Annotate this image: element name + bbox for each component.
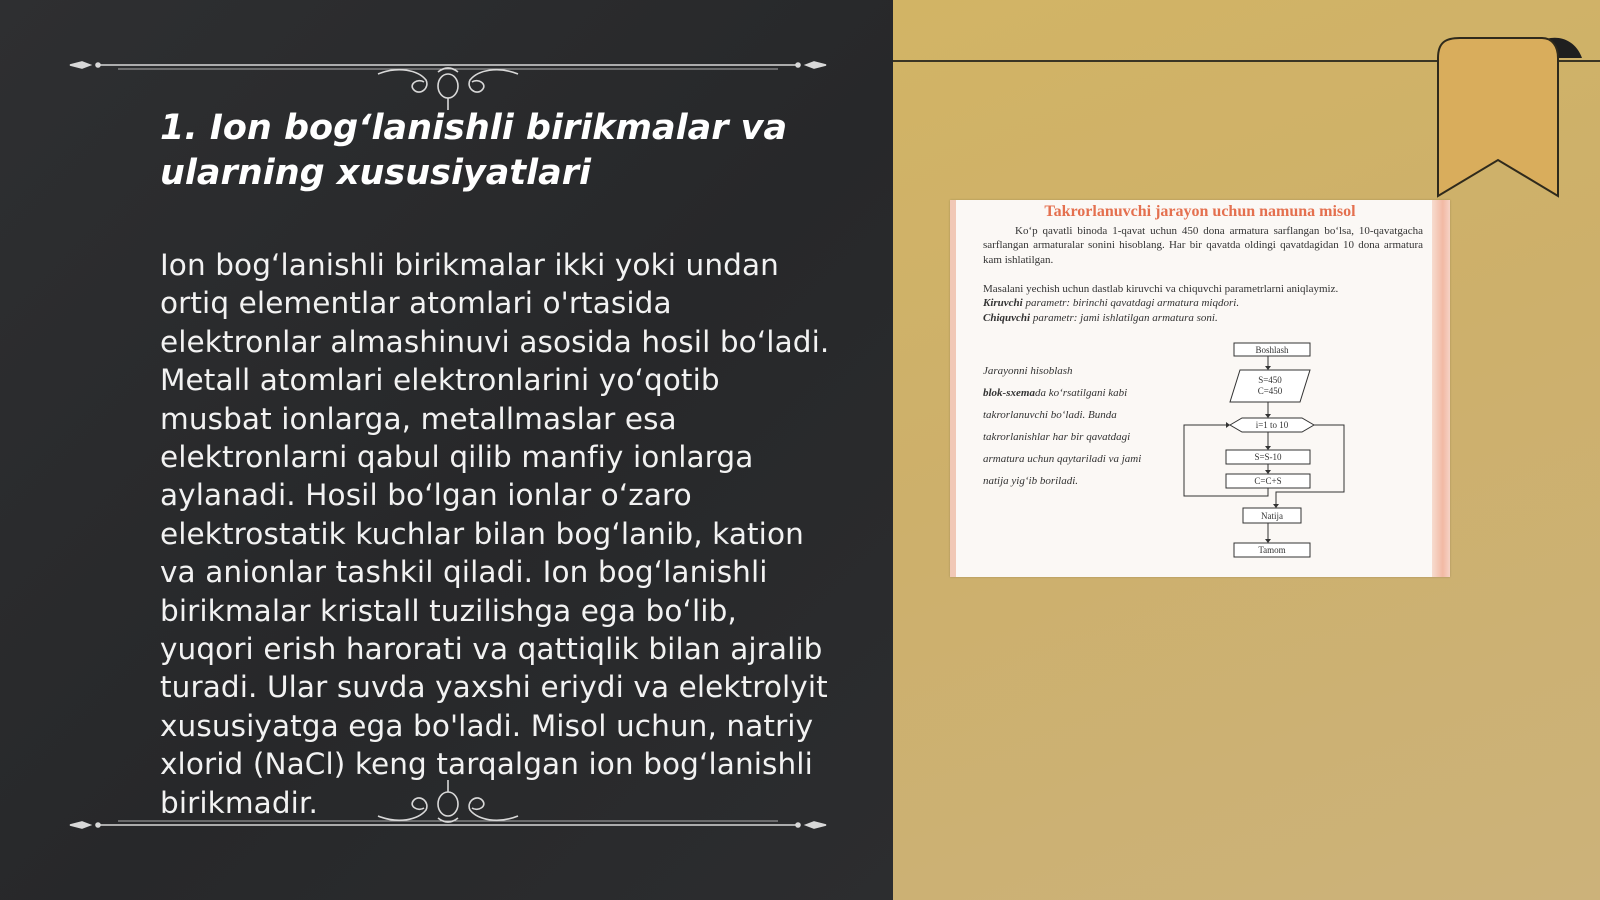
slide-title [160, 106, 810, 196]
flow-end-label: Tamom [1258, 545, 1286, 555]
slide-title-line-2: ularning xususiyatlari [160, 153, 591, 193]
bookmark-ribbon-icon [1430, 36, 1600, 201]
flow-input-label-2: C=450 [1257, 386, 1283, 396]
slide-title-line-1: 1. Ion bog‘lanishli birikmalar va [160, 108, 788, 148]
flow-step-2-label: C=C+S [1254, 476, 1282, 486]
flow-step-1-label: S=S-10 [1254, 452, 1282, 462]
flow-result-label: Natija [1261, 511, 1283, 521]
output-param-label: Chiquvchi [983, 311, 1031, 324]
flow-loop-label: i=1 to 10 [1255, 420, 1289, 430]
side-text-1: Jarayonni hisoblash [983, 365, 1073, 377]
output-param-text: parametr: jami ishlatilgan armatura soni. [1030, 311, 1218, 324]
textbook-excerpt-image [950, 200, 1450, 577]
textbook-paragraph-2: Masalani yechish uchun dastlab kiruvchi va chiquvchi parametrlarni aniqlaymiz. [983, 283, 1339, 295]
flow-input-label-1: S=450 [1258, 375, 1282, 385]
side-text-bold: blok-sxema [983, 387, 1035, 399]
flowchart [950, 200, 1450, 577]
textbook-title: Takrorlanuvchi jarayon uchun namuna misol [1044, 203, 1356, 220]
textbook-paragraph-1: Ko‘p qavatli binoda 1-qavat uchun 450 dona armatura sarflangan bo‘lsa, 10-qavatgacha sarflangan armaturalar sonini hisoblang. Har bir qavatda oldingi qavatdagidan 10 dona armatura kam ishlatilgan. [983, 225, 1423, 266]
top-flourish-divider-icon [68, 52, 828, 112]
slide-body-text: Ion bog‘lanishli birikmalar ikki yoki undan ortiq elementlar atomlari o'rtasida elektronlar almashinuvi asosida hosil bo‘ladi. Metall atomlari elektronlarini yo‘qotib musbat ionlarga, metallmaslar esa elektronlarni qabul qilib manfiy ionlarga aylanadi. Hosil bo‘lgan ionlar o‘zaro elektrostatik kuchlar bilan bog‘lanib, kation va anionlar tashkil qiladi. Ion bog‘lanishli birikmalar kristall tuzilishga ega bo‘lib, yuqori erish harorati va qattiqlik bilan ajralib turadi. Ular suvda yaxshi eriydi va elektrolyit xususiyatga ega bo'ladi. Misol uchun, natriy xlorid (NaCl) keng tarqalgan ion bog‘lanishli birikmadir. [160, 248, 830, 820]
flow-start-label: Boshlash [1255, 345, 1289, 355]
input-param-label: Kiruvchi [983, 297, 1023, 310]
side-text-2: da ko‘rsatilgani kabi takrorlanuvchi bo‘ladi. Bunda takrorlanishlar har bir qavatdagi armatura uchun qaytariladi va jami natija yig‘ib boriladi. [983, 387, 1142, 487]
input-param-text: parametr: birinchi qavatdagi armatura miqdori. [1022, 297, 1240, 310]
